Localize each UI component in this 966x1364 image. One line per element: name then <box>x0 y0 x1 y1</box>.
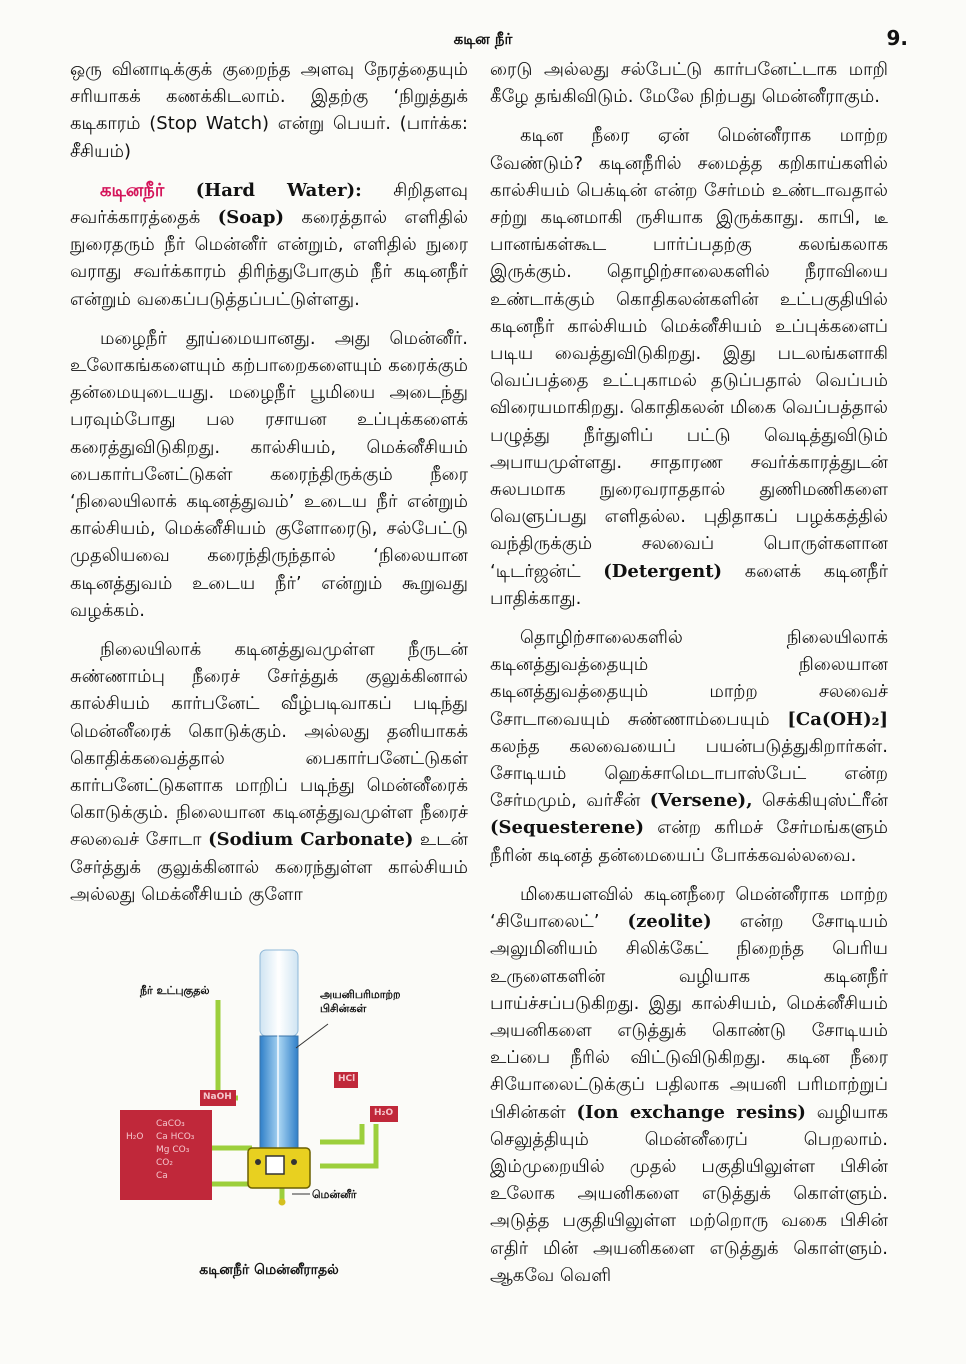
page-header-title: கடின நீர் <box>453 30 513 48</box>
text-span: தொழிற்சாலைகளில் நிலையிலாக் கடினத்துவத்தையும் நிலையான கடினத்துவத்தையும் மாற்ற சலவைச் சோடாவையும் சுண்ணாம்பையும் <box>490 627 888 730</box>
term-hard-water-en: (Hard Water): <box>195 179 362 201</box>
text-span: என்ற கரிமச் சேர்மங்களும் நீரின் கடினத் தன்மையைப் போக்கவல்லவை. <box>490 817 888 866</box>
term-sodium-carbonate-en: (Sodium Carbonate) <box>208 829 414 851</box>
text-span: வழியாக செலுத்தியும் மென்னீரைப் பெறலாம். இம்முறையில் முதல் பகுதியிலுள்ள பிசின் உலோக அயனிகளை எடுத்துக் கொள்ளும். அடுத்த பகுதியிலுள்ள மற்றொரு வகை பிசின் எதிர் மின் அயனிகளை எடுத்துக் கொள்ளும். ஆகவே வெளி <box>490 1101 888 1286</box>
page-number: 9. <box>886 26 908 50</box>
text-span: கலந்த கலவையைப் பயன்படுத்துகிறார்கள். சோடியம் ஹெக்சாமெடாபாஸ்பேட் என்ற சேர்மமும், வர்சீன் <box>490 735 888 812</box>
naoh-label: NaOH <box>203 1092 232 1102</box>
formula-calcium-hydroxide: [Ca(OH)₂] <box>787 708 888 730</box>
paragraph-zeolite <box>490 881 888 1289</box>
water-softening-figure <box>114 948 424 1206</box>
right-column <box>490 56 888 1301</box>
paragraph-rain-water: மழைநீர் தூய்மையானது. அது மென்னீர். உலோகங்களையும் கற்பாறைகளையும் கரைக்கும் தன்மையுடையது. மழைநீர் பூமியை அடைந்து பரவும்போது பல ரசாயன உப்புக்களைக் கரைத்துவிடுகிறது. கால்சியம், மெக்னீசியம் பைகார்பனேட்டுகள் கரைந்திருக்கும் நீரை ‘நிலையிலாக் கடினத்துவம்’ உடைய நீர் என்றும் கால்சியம், மெக்னீசியம் குளோரைடு, சல்பேட்டு முதலியவை கரைந்திருந்தால் ‘நிலையான கடினத்துவம் உடைய நீர்’ என்றும் கூறுவது வழக்கம். <box>70 327 468 621</box>
paragraph-continuation: ரைடு அல்லது சல்பேட்டு கார்பனேட்டாக மாறி கீழே தங்கிவிடும். மேலே நிற்பது மென்னீராகும். <box>490 59 888 108</box>
text-span: நிலையிலாக் கடினத்துவமுள்ள நீருடன் சுண்ணாம்பு நீரைச் சேர்த்துக் குலுக்கினால் கால்சியம் கார்பனேட் வீழ்படிவாகப் படிந்து மென்னீரைக் கொடுக்கும். அல்லது தனியாகக் கொதிக்கவைத்தால் பைகார்பனேட்டுகள் கார்பனேட்டுகளாக மாறிப் படிந்து மென்னீரைக் கொடுக்கும். நிலையான கடினத்துவமுள்ள நீரைச் சலவைச் சோடா <box>70 639 468 851</box>
term-versene-en: (Versene), <box>649 790 753 812</box>
salt-line: CaCO₃ <box>156 1119 185 1129</box>
text-span: செக்கியுஸ்ட்ரீன் <box>752 790 889 812</box>
left-column <box>70 56 468 920</box>
term-hard-water: கடினநீர் <box>100 179 165 201</box>
text-span: களைக் கடினநீர் பாதிக்காது. <box>490 560 889 609</box>
paragraph-why-soften <box>490 122 888 612</box>
salts-box-text <box>126 1118 208 1183</box>
term-sequesterene-en: (Sequesterene) <box>490 817 644 839</box>
label-water-inlet: நீர் உட்புகுதல் <box>140 984 210 997</box>
term-ion-exchange-en: (Ion exchange resins) <box>576 1101 806 1123</box>
term-soap-en: (Soap) <box>217 207 284 229</box>
text-span: கடின நீரை ஏன் மென்னீராக மாற்ற வேண்டும்? கடினநீரில் சமைத்த கறிகாய்களில் கால்சியம் பெக்டின் என்ற சேர்மம் உண்டாவதால் சற்று கடினமாகி ருசியாக இருக்காது. காபி, டீ பானங்கள்கூட பார்ப்பதற்கு கலங்கலாக இருக்கும். தொழிற்சாலைகளில் நீராவியை உண்டாக்கும் கொதிகலன்களின் உட்பகுதியில் கடினநீர் கால்சியம் மெக்னீசியம் உப்புக்களைப் படிய வைத்துவிடுகிறது. இது படலங்களாகி வெப்பத்தை உட்புகாமல் தடுப்பதால் வெப்பம் விரையமாகிறது. கொதிகலன் மிகை வெப்பத்தால் பழுத்து நீர்துளிப் பட்டு வெடித்துவிடும் அபாயமுள்ளது. சாதாரண சவர்க்காரத்துடன் சுலபமாக நுரைவராததால் துணிமணிகளை வெளுப்பது எளிதல்ல. புதிதாகப் பழக்கத்தில் வந்திருக்கும் சலவைப் பொருள்களான ‘டிடர்ஜன்ட் <box>490 125 888 582</box>
water-drop-icon <box>279 1199 286 1206</box>
salt-line: Ca <box>156 1171 168 1181</box>
text-span: சிறிதளவு சவர்க்காரத்தைக் <box>70 179 468 229</box>
term-detergent-en: (Detergent) <box>603 560 723 582</box>
label-soft-water: மென்னீர் <box>312 1188 357 1201</box>
paragraph-hard-water-def <box>70 177 468 313</box>
paragraph-temporary-hardness <box>70 636 468 908</box>
text-span: கரைத்தால் எளிதில் நுரைதரும் நீர் மென்னீர் என்றும், எளிதில் நுரை வராது சவர்க்காரம் திரிந்துபோகும் நீர் கடினநீர் என்றும் வகைப்படுத்தப்பட்டுள்ளது. <box>70 207 469 310</box>
label-ion-exchange-resins: அயனிபரிமாற்ற பிசின்கள் <box>320 988 401 1015</box>
salt-line: H₂O <box>126 1132 144 1142</box>
salt-line: CO₂ <box>156 1158 173 1168</box>
text-span: மிகையளவில் கடினநீரை மென்னீராக மாற்ற ‘சியோலைட்’ <box>490 883 888 933</box>
salt-line: Mg CO₃ <box>156 1145 190 1155</box>
salt-line: Ca HCO₃ <box>156 1132 195 1142</box>
term-zeolite-en: (zeolite) <box>627 911 712 933</box>
text-span: உடன் சேர்த்துக் குலுக்கினால் கரைந்துள்ள கால்சியம் அல்லது மெக்னீசியம் குளோ <box>70 829 468 905</box>
h2o-label: H₂O <box>374 1108 394 1118</box>
paragraph-stopwatch: ஒரு வினாடிக்குக் குறைந்த அளவு நேரத்தையும் சரியாகக் கணக்கிடலாம். இதற்கு ‘நிறுத்துக் கடிகாரம் (Stop Watch) என்று பெயர். (பார்க்க: சீசியம்) <box>70 59 468 162</box>
text-span: என்ற சோடியம் அலுமினியம் சிலிக்கேட் நிறைந்த பெரிய உருளைகளின் வழியாக கடினநீர் பாய்ச்சப்படுகிறது. இது கால்சியம், மெக்னீசியம் அயனிகளை எடுத்துக் கொண்டு சோடியம் உப்பை நீரில் விட்டுவிடுகிறது. கடின நீரை சியோலைட்டுக்குப் பதிலாக அயனி பரிமாற்றுப் பிசின்கள் <box>490 911 889 1123</box>
figure-caption: கடினநீர் மென்னீராதல் <box>199 1262 339 1278</box>
paragraph-industrial-softening <box>490 624 888 869</box>
hcl-label: HCl <box>338 1074 356 1084</box>
